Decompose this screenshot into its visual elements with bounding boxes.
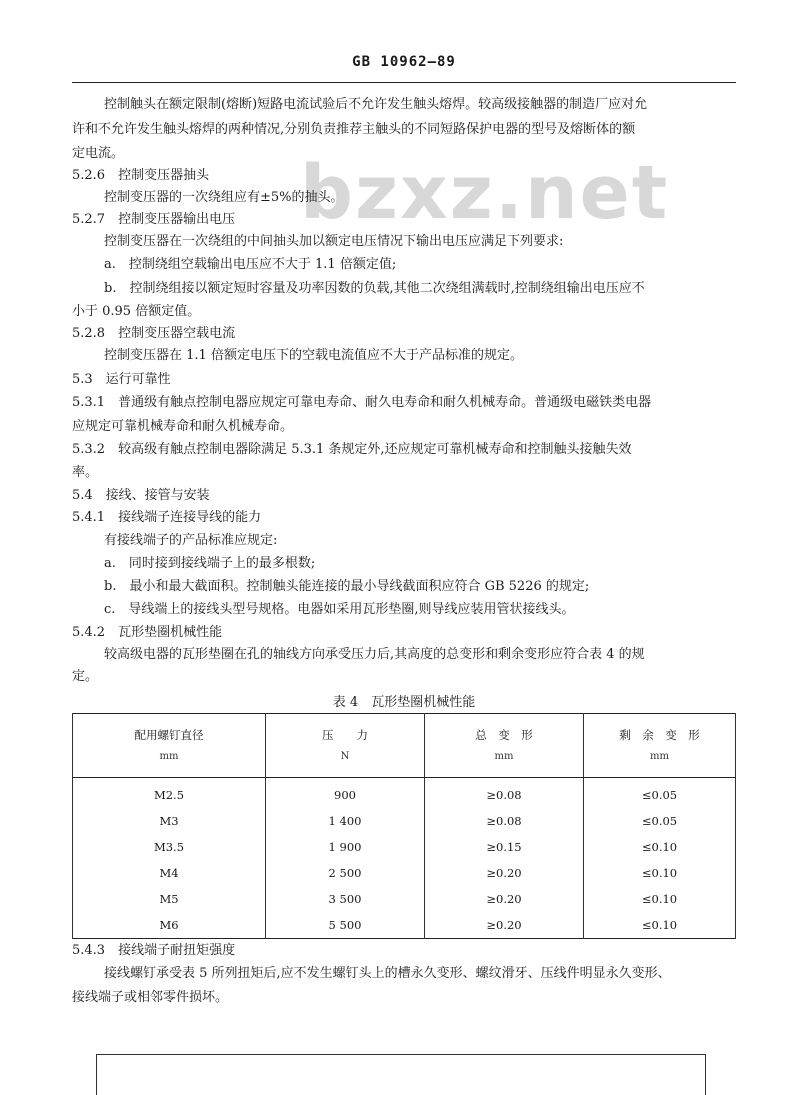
watermark: bzxz.net xyxy=(300,150,670,236)
column-header xyxy=(584,714,736,778)
table-row xyxy=(73,808,736,834)
paragraph-line: 控制变压器的一次绕组应有±5%的抽头。 xyxy=(104,190,344,205)
column-header-label: 总 变 形 xyxy=(475,727,533,742)
paragraph-line: 控制变压器在 1.1 倍额定电压下的空载电流值应不大于产品标准的规定。 xyxy=(104,348,523,363)
table-cell: M2.5 xyxy=(73,778,266,809)
paragraph-line: 许和不允许发生触头熔焊的两种情况,分别负责推荐主触头的不同短路保护电器的型号及熔断体的额 xyxy=(72,122,636,137)
section-heading-5-3: 5.3 运行可靠性 xyxy=(72,372,171,387)
column-header-label: 剩 余 变 形 xyxy=(619,727,700,742)
table-cell: 5 500 xyxy=(266,912,425,939)
paragraph-line: 率。 xyxy=(72,465,99,480)
column-header-unit: N xyxy=(340,750,350,762)
section-heading-5-4-3: 5.4.3 接线端子耐扭矩强度 xyxy=(72,943,236,958)
table-cell: 2 500 xyxy=(266,860,425,886)
table-cell: ≤0.10 xyxy=(584,860,736,886)
bottom-frame xyxy=(96,1054,706,1095)
washer-mechanical-properties-table xyxy=(72,713,736,939)
paragraph-line: 控制触头在额定限制(熔断)短路电流试验后不允许发生触头熔焊。较高级接触器的制造厂应对允 xyxy=(104,97,648,112)
table-cell: 900 xyxy=(266,778,425,809)
table-cell: M4 xyxy=(73,860,266,886)
list-item-b: b. 最小和最大截面积。控制触头能连接的最小导线截面积应符合 GB 5226 的规定; xyxy=(104,579,590,594)
column-header-unit: mm xyxy=(159,750,179,762)
table-header-row xyxy=(73,714,736,778)
table-cell: M3 xyxy=(73,808,266,834)
column-header-label: 配用螺钉直径 xyxy=(134,727,204,742)
table-row xyxy=(73,860,736,886)
table-cell: M5 xyxy=(73,886,266,912)
table-cell: ≥0.08 xyxy=(425,778,584,809)
table-row xyxy=(73,834,736,860)
table-row xyxy=(73,778,736,809)
section-heading-5-2-8: 5.2.8 控制变压器空载电流 xyxy=(72,326,236,341)
paragraph-line: 较高级电器的瓦形垫圈在孔的轴线方向承受压力后,其高度的总变形和剩余变形应符合表 4 的规 xyxy=(104,647,645,662)
table-cell: M6 xyxy=(73,912,266,939)
section-heading-5-4: 5.4 接线、接管与安装 xyxy=(72,488,210,503)
table-cell: ≥0.20 xyxy=(425,860,584,886)
section-heading-5-4-2: 5.4.2 瓦形垫圈机械性能 xyxy=(72,625,223,640)
list-item-a: a. 控制绕组空载输出电压应不大于 1.1 倍额定值; xyxy=(104,257,397,272)
table-cell: 1 900 xyxy=(266,834,425,860)
paragraph-line: 定。 xyxy=(72,669,99,684)
paragraph-line: 定电流。 xyxy=(72,146,125,161)
section-5-3-2-line: 5.3.2 较高级有触点控制电器除满足 5.3.1 条规定外,还应规定可靠机械寿命和控制触头接触失效 xyxy=(72,442,632,457)
list-item-c: c. 导线端上的接线头型号规格。电器如采用瓦形垫圈,则导线应装用管状接线头。 xyxy=(104,602,575,617)
table-row xyxy=(73,912,736,939)
paragraph-line: 接线端子或相邻零件损坏。 xyxy=(72,990,229,1005)
section-5-3-1-line: 5.3.1 普通级有触点控制电器应规定可靠电寿命、耐久电寿命和耐久机械寿命。普通级电磁铁类电器 xyxy=(72,395,652,410)
table-caption: 表 4 瓦形垫圈机械性能 xyxy=(332,695,476,710)
section-heading-5-4-1: 5.4.1 接线端子连接导线的能力 xyxy=(72,510,262,525)
paragraph-line: 有接线端子的产品标准应规定: xyxy=(104,533,278,548)
table-cell: ≤0.10 xyxy=(584,834,736,860)
list-item-b: b. 控制绕组接以额定短时容量及功率因数的负载,其他二次绕组满载时,控制绕组输出电压应不 xyxy=(104,281,645,296)
paragraph-line: 应规定可靠机械寿命和耐久机械寿命。 xyxy=(72,419,294,434)
list-item-a: a. 同时接到接线端子上的最多根数; xyxy=(104,556,316,571)
column-header xyxy=(266,714,425,778)
header-divider xyxy=(72,82,736,83)
paragraph-line: 接线螺钉承受表 5 所列扭矩后,应不发生螺钉头上的槽永久变形、螺纹滑牙、压线件明显永久变形、 xyxy=(104,966,671,981)
column-header-label: 压 力 xyxy=(322,727,368,742)
table-cell: 1 400 xyxy=(266,808,425,834)
paragraph-line: 控制变压器在一次绕组的中间抽头加以额定电压情况下输出电压应满足下列要求: xyxy=(104,234,564,249)
table-cell: 3 500 xyxy=(266,886,425,912)
table-cell: ≥0.20 xyxy=(425,912,584,939)
table-row xyxy=(73,886,736,912)
page-header-standard-number: GB 10962—89 xyxy=(352,54,456,70)
table-cell: M3.5 xyxy=(73,834,266,860)
table-cell: ≤0.05 xyxy=(584,808,736,834)
section-heading-5-2-7: 5.2.7 控制变压器输出电压 xyxy=(72,212,236,227)
column-header-unit: mm xyxy=(650,750,669,762)
column-header xyxy=(73,714,266,778)
table-cell: ≥0.08 xyxy=(425,808,584,834)
table-cell: ≥0.15 xyxy=(425,834,584,860)
paragraph-line: 小于 0.95 倍额定值。 xyxy=(72,304,201,319)
table-cell: ≤0.05 xyxy=(584,778,736,809)
section-heading-5-2-6: 5.2.6 控制变压器抽头 xyxy=(72,168,210,183)
column-header xyxy=(425,714,584,778)
table-cell: ≤0.10 xyxy=(584,912,736,939)
table-cell: ≤0.10 xyxy=(584,886,736,912)
table-cell: ≥0.20 xyxy=(425,886,584,912)
column-header-unit: mm xyxy=(494,750,514,762)
